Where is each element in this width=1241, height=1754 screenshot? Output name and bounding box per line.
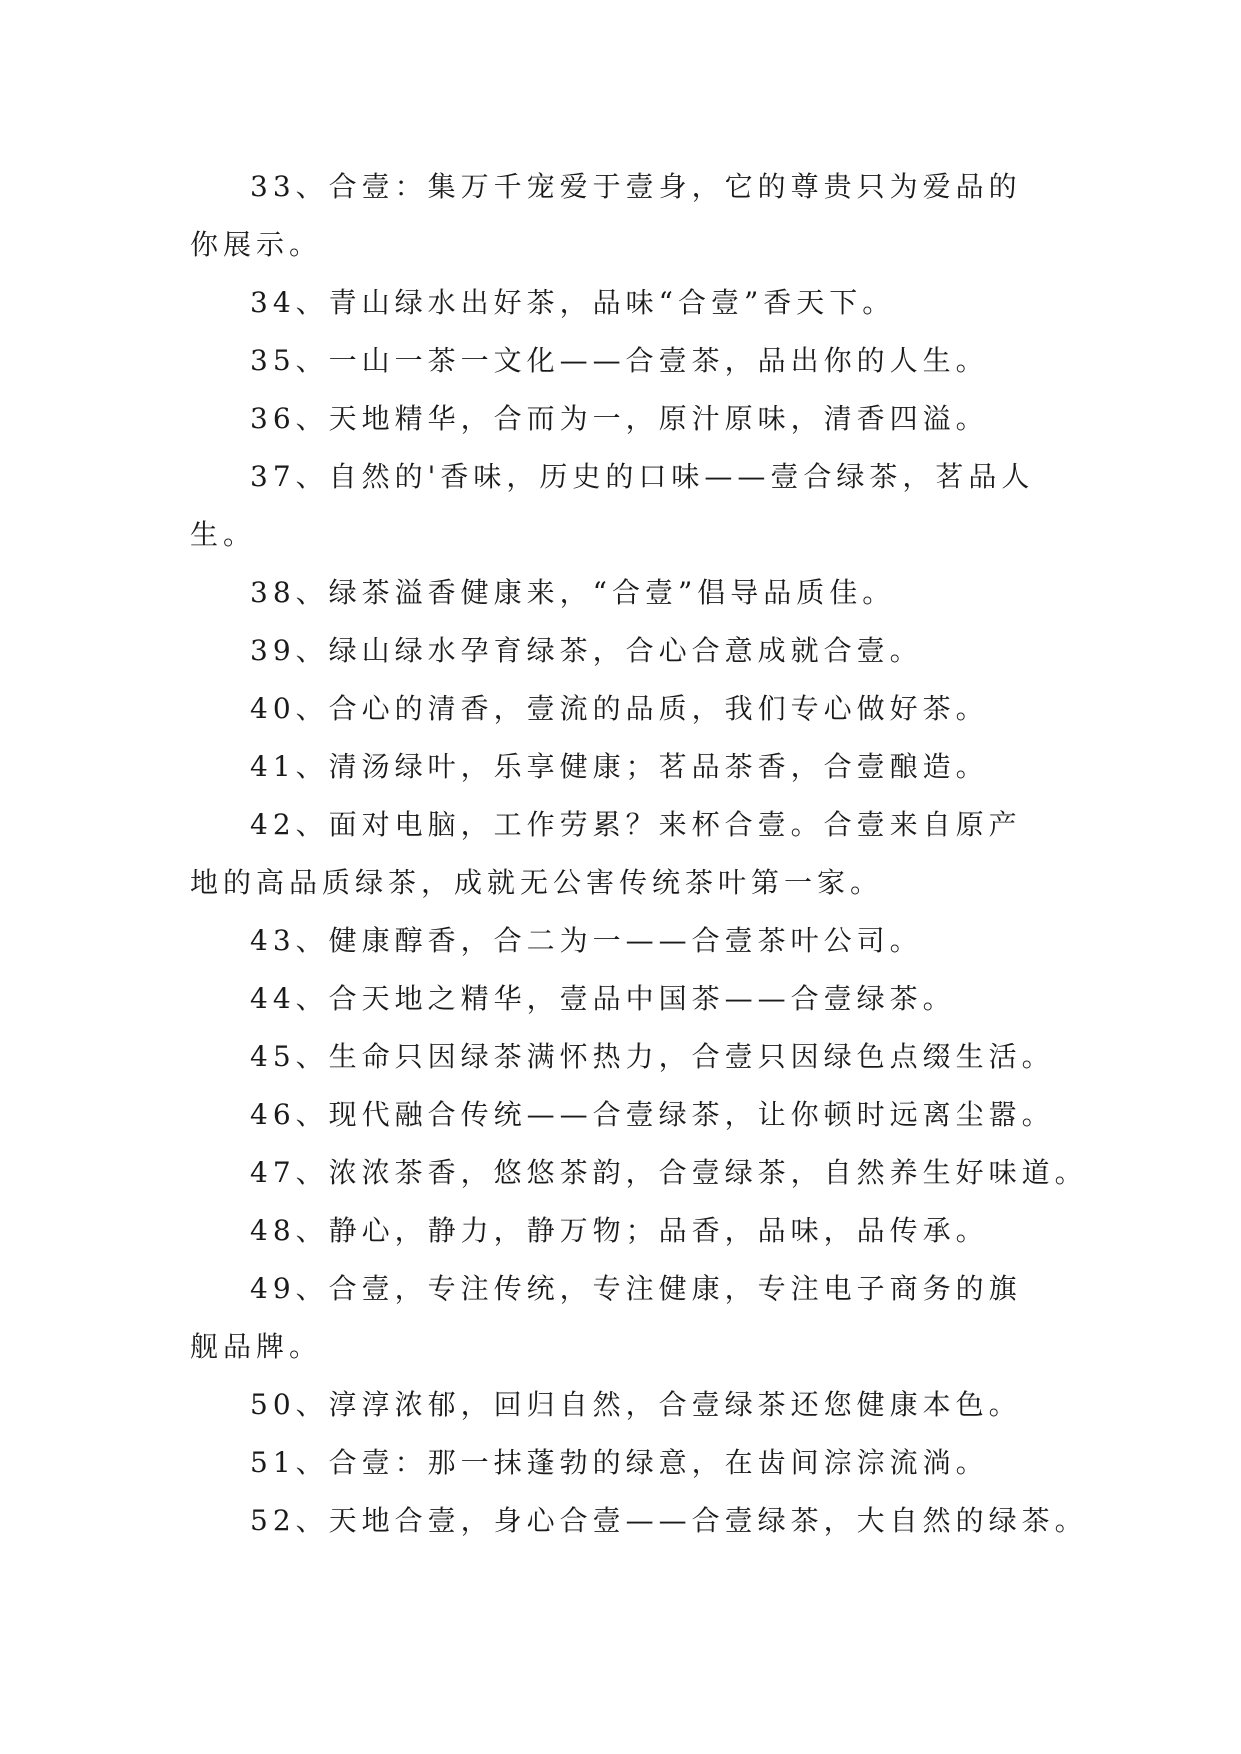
paragraph-44: 44、合天地之精华，壹品中国茶——合壹绿茶。 [250, 982, 956, 1015]
paragraph-51: 51、合壹：那一抹蓬勃的绿意，在齿间淙淙流淌。 [250, 1446, 989, 1479]
paragraph-39: 39、绿山绿水孕育绿茶，合心合意成就合壹。 [250, 634, 923, 667]
document-body [190, 158, 1088, 1550]
paragraph-34: 34、青山绿水出好茶，品味“合壹”香天下。 [250, 286, 896, 319]
paragraph-49: 49、合壹，专注传统，专注健康，专注电子商务的旗舰品牌。 [190, 1272, 1022, 1363]
paragraph-50: 50、淳淳浓郁，回归自然，合壹绿茶还您健康本色。 [250, 1388, 1022, 1421]
paragraph-37: 37、自然的'香味，历史的口味——壹合绿茶，茗品人生。 [190, 460, 1035, 551]
paragraph-38: 38、绿茶溢香健康来，“合壹”倡导品质佳。 [250, 576, 896, 609]
paragraph-36: 36、天地精华，合而为一，原汁原味，清香四溢。 [250, 402, 989, 435]
paragraph-47: 47、浓浓茶香，悠悠茶韵，合壹绿茶，自然养生好味道。 [250, 1156, 1088, 1189]
paragraph-52: 52、天地合壹，身心合壹——合壹绿茶，大自然的绿茶。 [250, 1504, 1088, 1537]
paragraph-45: 45、生命只因绿茶满怀热力，合壹只因绿色点缀生活。 [250, 1040, 1055, 1073]
paragraph-43: 43、健康醇香，合二为一——合壹茶叶公司。 [250, 924, 923, 957]
paragraph-40: 40、合心的清香，壹流的品质，我们专心做好茶。 [250, 692, 989, 725]
paragraph-42: 42、面对电脑，工作劳累？来杯合壹。合壹来自原产地的高品质绿茶，成就无公害传统茶叶第一家。 [190, 808, 1022, 899]
paragraph-41: 41、清汤绿叶，乐享健康；茗品茶香，合壹酿造。 [250, 750, 989, 783]
paragraph-46: 46、现代融合传统——合壹绿茶，让你顿时远离尘嚣。 [250, 1098, 1055, 1131]
paragraph-48: 48、静心，静力，静万物；品香，品味，品传承。 [250, 1214, 989, 1247]
paragraph-35: 35、一山一茶一文化——合壹茶，品出你的人生。 [250, 344, 989, 377]
paragraph-33: 33、合壹：集万千宠爱于壹身，它的尊贵只为爱品的你展示。 [190, 170, 1022, 261]
